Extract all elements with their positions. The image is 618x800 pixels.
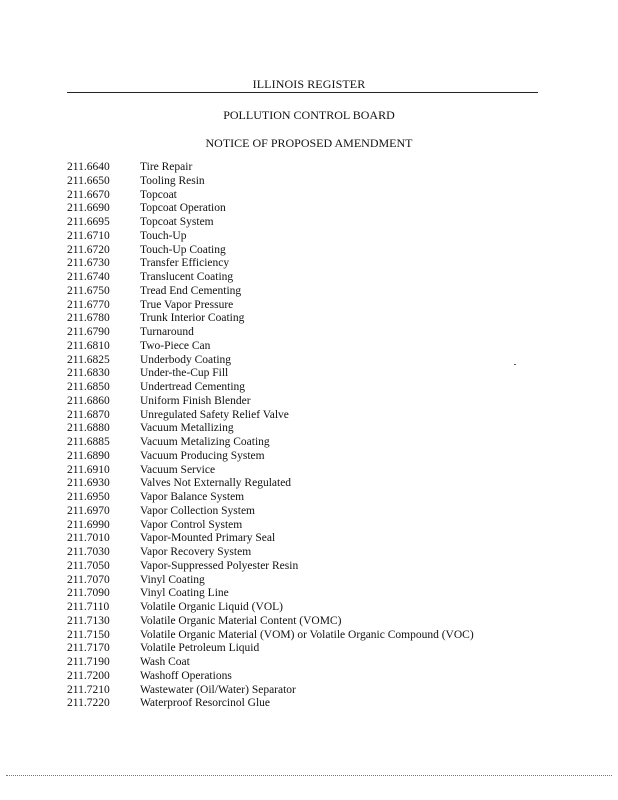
section-number: 211.7190	[67, 656, 110, 668]
section-number: 211.6640	[67, 161, 110, 173]
definition-row	[67, 546, 474, 560]
definition-row	[67, 381, 474, 395]
section-number: 211.7030	[67, 546, 110, 558]
defined-term: Vapor Collection System	[140, 504, 255, 517]
definition-row	[67, 312, 474, 326]
section-number: 211.7110	[67, 601, 110, 613]
section-number: 211.6780	[67, 312, 110, 325]
definition-row	[67, 615, 474, 629]
section-number: 211.6930	[67, 477, 110, 490]
defined-term: Vapor-Mounted Primary Seal	[140, 532, 276, 545]
section-number: 211.7170	[67, 642, 110, 655]
defined-term: Uniform Finish Blender	[140, 394, 251, 407]
scan-speck	[514, 364, 516, 365]
defined-term: Volatile Petroleum Liquid	[140, 642, 260, 655]
section-number: 211.7150	[67, 628, 110, 641]
definition-row	[67, 642, 474, 656]
defined-term: Vinyl Coating Line	[140, 587, 229, 600]
section-number: 211.6990	[67, 518, 110, 531]
section-number: 211.7050	[67, 559, 110, 572]
section-number: 211.6670	[67, 188, 110, 201]
definition-row	[67, 230, 474, 244]
definition-row	[67, 656, 474, 670]
defined-term: Wastewater (Oil/Water) Separator	[140, 683, 296, 696]
definitions-list	[67, 161, 474, 711]
definition-row	[67, 244, 474, 258]
definition-row	[67, 574, 474, 588]
definition-row	[67, 464, 474, 478]
definition-row	[67, 519, 474, 533]
definition-row	[67, 285, 474, 299]
section-number: 211.6825	[67, 353, 110, 366]
defined-term: Vacuum Service	[140, 463, 216, 476]
section-number: 211.6830	[67, 367, 110, 380]
definition-row	[67, 422, 474, 436]
definition-row	[67, 491, 474, 505]
definition-row	[67, 684, 474, 698]
defined-term: Trunk Interior Coating	[140, 312, 245, 325]
section-number: 211.6860	[67, 394, 110, 407]
defined-term: Topcoat Operation	[140, 202, 226, 215]
defined-term: Topcoat	[140, 188, 177, 201]
defined-term: Undertread Cementing	[140, 381, 246, 393]
definition-row	[67, 326, 474, 340]
defined-term: Transfer Efficiency	[140, 257, 230, 270]
defined-term: Two-Piece Can	[140, 339, 211, 352]
section-number: 211.7130	[67, 614, 110, 627]
defined-term: Vacuum Metallizing	[140, 422, 234, 435]
definition-row	[67, 601, 474, 615]
definition-row	[67, 175, 474, 189]
definition-row	[67, 532, 474, 546]
definition-row	[67, 395, 474, 409]
section-number: 211.6750	[67, 284, 110, 297]
definition-row	[67, 216, 474, 230]
definition-row	[67, 477, 474, 491]
definition-row	[67, 436, 474, 450]
definition-row	[67, 354, 474, 368]
definition-row	[67, 189, 474, 203]
notice-heading: NOTICE OF PROPOSED AMENDMENT	[205, 136, 413, 150]
definition-row	[67, 450, 474, 464]
defined-term: Touch-Up Coating	[140, 243, 226, 256]
section-number: 211.6695	[67, 216, 110, 228]
section-number: 211.7200	[67, 669, 110, 682]
defined-term: Turnaround	[140, 326, 194, 338]
section-number: 211.6880	[67, 422, 110, 435]
definition-row	[67, 340, 474, 354]
section-number: 211.6810	[67, 339, 110, 352]
defined-term: Vacuum Metalizing Coating	[140, 436, 270, 448]
defined-term: Vapor Control System	[140, 518, 243, 531]
defined-term: Waterproof Resorcinol Glue	[140, 697, 271, 710]
defined-term: Vapor Balance System	[140, 491, 245, 503]
section-number: 211.6770	[67, 298, 110, 311]
section-number: 211.6910	[67, 463, 110, 476]
section-number: 211.7070	[67, 573, 110, 586]
defined-term: Volatile Organic Material (VOM) or Volatile Organic Compound (VOC)	[140, 628, 474, 641]
section-number: 211.6950	[67, 491, 110, 503]
defined-term: Washoff Operations	[140, 669, 232, 682]
section-number: 211.6730	[67, 257, 110, 270]
defined-term: Wash Coat	[140, 656, 190, 668]
defined-term: Vapor Recovery System	[140, 546, 252, 558]
defined-term: Valves Not Externally Regulated	[140, 477, 292, 490]
defined-term: Underbody Coating	[140, 353, 232, 366]
definition-row	[67, 161, 474, 175]
section-number: 211.6740	[67, 271, 110, 283]
section-number: 211.6890	[67, 449, 110, 462]
defined-term: Translucent Coating	[140, 271, 234, 283]
defined-term: Volatile Organic Liquid (VOL)	[140, 601, 283, 613]
defined-term: Tire Repair	[140, 161, 193, 173]
header-divider	[67, 92, 538, 93]
definition-row	[67, 271, 474, 285]
agency-name: POLLUTION CONTROL BOARD	[223, 108, 395, 122]
defined-term: Unregulated Safety Relief Valve	[140, 408, 289, 421]
definition-row	[67, 299, 474, 313]
section-number: 211.6790	[67, 326, 110, 338]
section-number: 211.7210	[67, 683, 110, 696]
defined-term: Tread End Cementing	[140, 284, 242, 297]
defined-term: Vinyl Coating	[140, 573, 205, 586]
definition-row	[67, 257, 474, 271]
section-number: 211.6850	[67, 381, 110, 393]
definition-row	[67, 505, 474, 519]
defined-term: Tooling Resin	[140, 174, 205, 187]
defined-term: Volatile Organic Material Content (VOMC)	[140, 614, 342, 627]
register-title: ILLINOIS REGISTER	[252, 77, 366, 91]
definition-row	[67, 409, 474, 423]
section-number: 211.7090	[67, 587, 110, 600]
defined-term: Topcoat System	[140, 216, 214, 228]
definition-row	[67, 560, 474, 574]
page-bottom-rule	[6, 775, 612, 776]
definition-row	[67, 629, 474, 643]
section-number: 211.7220	[67, 697, 110, 710]
definition-row	[67, 670, 474, 684]
section-number: 211.6870	[67, 408, 110, 421]
section-number: 211.6885	[67, 436, 110, 448]
section-number: 211.6970	[67, 504, 110, 517]
section-number: 211.6690	[67, 202, 110, 215]
section-number: 211.7010	[67, 532, 110, 545]
section-number: 211.6720	[67, 243, 110, 256]
section-number: 211.6650	[67, 174, 110, 187]
section-number: 211.6710	[67, 229, 110, 242]
defined-term: True Vapor Pressure	[140, 298, 234, 311]
defined-term: Vapor-Suppressed Polyester Resin	[140, 559, 299, 572]
defined-term: Under-the-Cup Fill	[140, 367, 229, 380]
defined-term: Vacuum Producing System	[140, 449, 265, 462]
definition-row	[67, 587, 474, 601]
definition-row	[67, 367, 474, 381]
definition-row	[67, 202, 474, 216]
defined-term: Touch-Up	[140, 229, 187, 242]
definition-row	[67, 697, 474, 711]
